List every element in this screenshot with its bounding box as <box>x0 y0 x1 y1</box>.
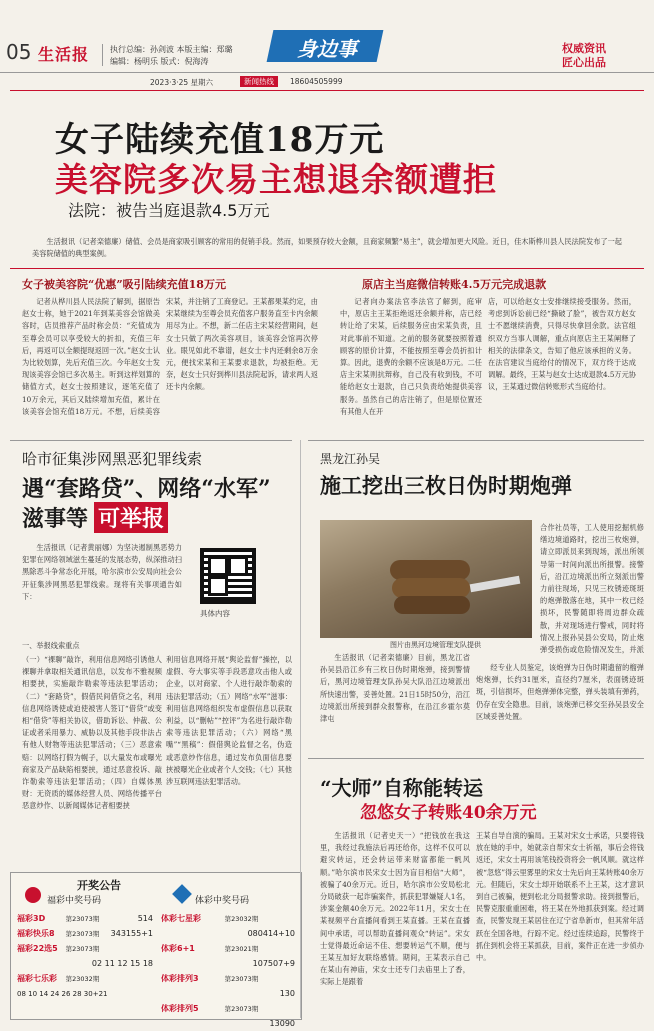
issue-number: 第23021期 <box>224 945 259 953</box>
header-rule <box>0 72 654 73</box>
winning-numbers: 080414+10 <box>247 929 295 938</box>
story-fraud <box>300 758 654 1024</box>
issue-number: 第23073期 <box>224 1005 259 1013</box>
story2-intro: 生活报讯（记者黄丽娜）为坚决遏制黑恶势力犯罪在网络领域滋生蔓延的发展态势，纵深推动扫黑除恶斗争常态化开展，哈尔滨市公安局向社会公开征集涉网黑恶犯罪线索。现将有关事项通告如下： <box>22 543 182 601</box>
lead-subhead-1: 女子被美容院“优惠”吸引陆续充值18万元 <box>22 278 226 291</box>
winning-numbers: 08 10 14 24 26 28 30+21 <box>17 989 108 998</box>
story2-headline-2b: 可举报 <box>94 502 168 533</box>
story2-headline-2a: 滋事等 <box>22 506 89 532</box>
table-row <box>15 911 155 926</box>
story2-col-a: （一）“裸聊”敲诈，利用信息网络引诱他人裸聊并拿取相关通讯信息，以发布不雅视频相要挟，实施敲诈勒索等违法犯罪活动；（二）“套路贷”，假借民间借贷之名，利用信息网络诱使或迫使被害人签订“借贷”或变相“借贷”等相关协议，借助诉讼、仲裁、公证或者采用暴力、威胁以及其他手段非法占有他人财物等违法犯罪活动；（三）恶意索赔：以网络打假为幌子，以大量发布或曝光商家及产品缺陷相要挟，通过恶意投诉、敲诈勒索等违法犯罪活动；（四）自媒体黑财：无资质的媒体经营人员、网络传播平台恶意炒作、以新闻媒体记者相要挟 <box>22 655 162 811</box>
winning-numbers: 130 <box>279 989 295 998</box>
issue-number: 第23073期 <box>224 975 259 983</box>
game-name: 福彩快乐8 <box>17 929 55 938</box>
story3-col-left: 生活报讯（记者栾德廉）目前，黑龙江省孙吴县沿江乡有三枚日伪时期炮弹，接到警情后，黑河边境管理支队孙吴大队沿江边境派出所快速出警，妥善处置。21日15时50分，沿江边境派出所接到群众报警称，在沿江乡霍尔莫津屯 <box>320 653 470 724</box>
story3-photo <box>320 520 532 638</box>
issue-number: 第23073期 <box>65 930 100 938</box>
lead-col-1: 记者从桦川县人民法院了解到，据原告赵女士称，她于2021年到某美容会馆做美容时，店员推荐产品时称会员：“充值成为至尊会员可以享受较大的折扣，充值三年后，再返可以全额提现返回一次。”赵女士认为比较划算，先后充值三次。今年赵女士发现该美容会馆已多次易主。听到这样划算的储值方式，赵女士按照建议，逐笔充值了10万余元，其后又陆续增加充值，累计在该美容会馆充值18万元。不想，后续美容 <box>22 297 160 416</box>
game-name: 体彩排列5 <box>161 1004 199 1013</box>
issue-number: 第23032期 <box>224 915 259 923</box>
table-row <box>15 926 155 941</box>
staff-line-1: 执行总编：孙剑波 本版主编：郑璐 <box>110 45 233 54</box>
table-row <box>159 1001 297 1016</box>
story3-headline: 施工挖出三枚日伪时期炮弹 <box>320 473 572 498</box>
qr-caption: 具体内容 <box>200 609 230 618</box>
lead-col-3: 记者向办案法官李法官了解到，庭审中，原店主王某拒绝返还余额并称，店已经转让给了宋某，后续服务应由宋某负责，且对此事前不知道。之前的服务就要按照着通顾客的原价计算，不能按照至尊会员折扣计算。因此，退费的余额不应该是8万元。二任店主宋某则抗辩称，自己没有收到钱，不可能给赵女士退款，自己只负责给她提供美容服务。虽然自己的店注销了，但是原位置还有其他人在开 <box>340 297 482 416</box>
winning-numbers: 514 <box>137 914 153 923</box>
table-row <box>159 941 297 956</box>
game-name: 体彩七星彩 <box>161 914 201 923</box>
story3-col-top: 合作社员等，工人使用挖掘机修缮边境道路时，挖出三枚炮弹，请立即派员来到现场，派出所领导第一时间向派出所报警。接警后，沿江边境派出所立刻派出警力前往现场，只见三枚锈迹斑斑的炮弹散落在地，其中一枚已经损坏，民警随即将周边群众疏散，并对现场进行警戒，同时将情况上报孙吴县公安局，防止炮弹受损伤或危险情况发生，并派 <box>540 523 644 655</box>
lead-rule-top <box>10 90 644 91</box>
issue-date: 2023·3·25 星期六 <box>150 78 214 87</box>
table-row <box>159 971 297 986</box>
issue-number: 第23032期 <box>65 975 100 983</box>
table-row <box>15 956 155 971</box>
story3-photo-caption: 图片由黑河边境管理支队提供 <box>390 641 481 649</box>
slogan-1: 权威资讯 <box>562 42 606 55</box>
lead-intro: 生活报讯（记者栾德廉）储值、会员是商家吸引顾客的常用的促销手段。然而，如果预存较大金额，且商家频繁“易主”，就会增加更大风险。近日，佳木斯桦川县人民法院发布了一起美容院储值的典型案例。 <box>32 237 622 259</box>
lead-rule-mid <box>10 268 644 269</box>
lottery-right-table <box>159 911 297 1031</box>
winning-numbers: 343155+1 <box>110 929 153 938</box>
qr-code[interactable] <box>200 548 256 604</box>
table-row <box>159 956 297 971</box>
story4-rule <box>308 758 644 759</box>
lead-story <box>0 90 654 440</box>
hotline-label: 新闻热线 <box>240 76 278 87</box>
story3-col-right: 经专业人员鉴定，该炮弹为日伪时期遗留的榴弹炮炮弹，长约31厘米，直径约7厘米，表面锈迹斑斑，引信损坏，但炮弹弹体完整，弹头装填有弹药，仍存在安全隐患。目前，该炮弹已移交至孙吴县安全区域妥善处置。 <box>476 663 644 721</box>
game-name: 福彩22选5 <box>17 944 58 953</box>
table-row <box>15 941 155 956</box>
game-name: 福彩七乐彩 <box>17 974 57 983</box>
staff-line-2: 编辑：杨明乐 版式：倪海涛 <box>110 57 209 66</box>
lottery-left-logo: 福彩中奖号码 <box>47 896 102 906</box>
paper-name: 生活报 <box>38 45 90 64</box>
page-number: 05 <box>6 40 32 64</box>
issue-number: 第23073期 <box>65 915 100 923</box>
slogan-2: 匠心出品 <box>562 56 606 69</box>
story2-headline-1: 遇“套路贷”、网络“水军” <box>22 476 271 502</box>
winning-numbers: 02 11 12 15 18 <box>91 959 153 968</box>
winning-numbers: 107507+9 <box>252 959 295 968</box>
story2-kicker: 哈市征集涉网黑恶犯罪线索 <box>22 450 203 468</box>
story2-rule <box>10 440 292 441</box>
lottery-left-table <box>15 911 155 1001</box>
story4-headline-2: 忽悠女子转账40余万元 <box>360 803 537 823</box>
winning-numbers: 13090 <box>269 1019 295 1028</box>
table-row <box>159 911 297 926</box>
sports-lottery-icon <box>172 884 192 904</box>
game-name: 体彩排列3 <box>161 974 199 983</box>
story-report <box>0 440 300 860</box>
lottery-title: 开奖公告 <box>77 879 121 892</box>
game-name: 福彩3D <box>17 914 46 923</box>
table-row <box>15 986 155 1001</box>
lead-deck: 法院：被告当庭退款4.5万元 <box>68 201 270 220</box>
issue-number: 第23073期 <box>65 945 100 953</box>
lead-subhead-2: 原店主当庭微信转账4.5万元完成退款 <box>362 278 547 291</box>
hotline-number: 18604505999 <box>290 77 343 86</box>
lead-headline-2: 美容院多次易主想退余额遭拒 <box>55 160 497 199</box>
story2-section: 一、举报线索重点 <box>22 641 80 650</box>
table-row <box>159 926 297 941</box>
lottery-box <box>10 872 302 1028</box>
story4-headline-1: “大师”自称能转运 <box>320 776 484 800</box>
lead-col-4: 店，可以给赵女士安排继续接受服务。然而，考虑到诉讼前已经“撕破了脸”，被告双方赵女士不愿继续消费，只得尽快拿回余款。法官组织双方当事人调解，重点向原店主王某阐释了相关的法律条文，告知了他应该承担的义务。在法官建议当庭给付的情况下，双方终于达成调解。最终，王某与赵女士达成退款4.5万元协议，王某通过微信转账形式当庭给付。 <box>488 297 636 392</box>
story-shells <box>300 440 654 760</box>
column-divider <box>300 440 301 1018</box>
story2-col-b: 利用信息网络开展“舆论监督”操控，以虚假、夸大事实等手段恶意攻击他人或企业，以对商家、个人进行敲诈勒索的违法犯罪活动；（五）网络“水军”滋事：利用信息网络组织发布虚假信息以获取利益，以“删帖”“控评”为名进行敲诈勒索等违法犯罪活动；（六）网络“黑嘴”“黑稿”：假借舆论监督之名，伪造或恶意炒作信息，通过发布负面信息要挟被曝光企业或者个人交钱；（七）其他涉互联网违法犯罪活动。 <box>166 655 292 787</box>
table-row <box>159 986 297 1001</box>
table-row <box>15 971 155 986</box>
story3-rule <box>308 440 644 441</box>
section-title: 身边事 <box>297 37 357 61</box>
welfare-lottery-icon <box>25 887 41 903</box>
lead-headline-1: 女子陆续充值18万元 <box>55 120 385 160</box>
lottery-right-logo: 体彩中奖号码 <box>195 896 250 906</box>
story3-kicker: 黑龙江孙吴 <box>320 452 381 466</box>
story4-col-1: 生活报讯（记者史天一）“把钱放在我这里，我经过我施法后再还给你，这样不仅可以避灾转运，还会转运带来财富都能一帆风顺。”哈尔滨市民宋女士因为盲目相信“大师”，被骗了40余万元。近日，哈尔滨市公安局松北分局破获一起诈骗案件，抓获犯罪嫌疑人1名，涉案金额40余万元。2022年11月，宋女士在某视频平台直播间看到王某直播。王某在直播间中承诺，可以帮助直播间观众“转运”。宋女士觉得最近命运不佳、想要转运气不顺，便与王某互加好友联络感情。期间，王某表示自己在某山有神庙，宋女士还专门去庙里上了香，实际上是跟着 <box>320 831 470 987</box>
lead-col-2: 宋某，并注销了工商登记。王某都果某约定，由宋某继续为至尊会员充值客户服务直至卡内余额用尽为止。不想，新二任店主宋某经营期间，赵女士只做了两次美容项目，该美容会馆再次停业。眼见如此不靠谱，赵女士卡内还剩余8万余元，便找宋某和王某要求退款，均被拒绝。无奈，赵女士只好到桦川县法院起诉，请求两人返还卡内余额。 <box>166 297 318 392</box>
divider <box>102 44 103 66</box>
game-name: 体彩6+1 <box>161 944 195 953</box>
story4-col-2: 王某自导自演的骗局。王某对宋女士承诺，只要将钱放在她的手中，她就亲自帮宋女士祈福，事后会将钱返还，宋女士再用该笔钱投资将会一帆风顺。就这样被“忽悠”得云里雾里的宋女士先后向王某转账40余万元。但随后，宋女士却开始联系不上王某，这才意识到自己被骗，便到松北分局报警求助。接到报警后，民警克服重重困难，将王某在外地抓获到案。经过调查，民警发现王某居住在辽宁省阜新市，但其常年活跃在全国各地，行踪不定。经过连续追踪，民警终于抓住到机会将王某抓获，目前，案件正在进一步侦办中。 <box>476 831 644 963</box>
masthead <box>0 0 654 96</box>
